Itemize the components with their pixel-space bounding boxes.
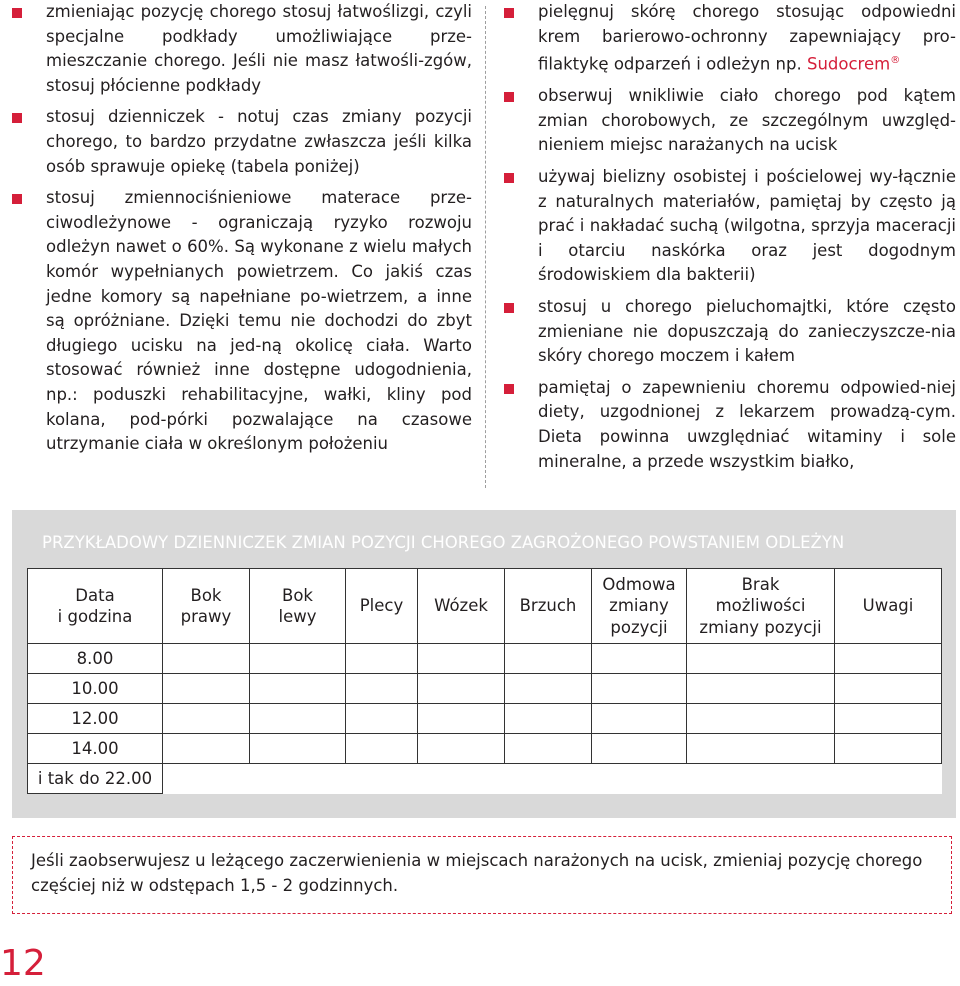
list-item [504, 376, 956, 474]
registered-mark: ® [890, 55, 901, 67]
log-cell[interactable] [592, 704, 687, 734]
list-item-text: obserwuj wnikliwie ciało chorego pod kątem zmian chorobowych, ze szczególnym uwzględ-nieniem miejsc narażanych na ucisk [538, 86, 956, 155]
time-cell: 12.00 [28, 704, 163, 734]
bullet-square-icon [504, 8, 514, 18]
list-item-text: zmieniając pozycję chorego stosuj łatwoślizgi, czyli specjalne podkłady umożliwiające prze-mieszczanie chorego. Jeśli nie masz łatwośli-zgów, stosuj płócienne podkłady [46, 2, 472, 95]
bullet-square-icon [12, 113, 22, 123]
bullet-square-icon [504, 303, 514, 313]
log-cell[interactable] [592, 734, 687, 764]
list-item [12, 0, 472, 98]
log-cell[interactable] [346, 644, 418, 674]
time-cell: i tak do 22.00 [28, 764, 163, 794]
log-cell[interactable] [505, 734, 592, 764]
table-header-row [28, 569, 942, 644]
list-item-text: używaj bielizny osobistej i pościelowej wy-łącznie z naturalnych materiałów, pamiętaj by często ją prać i nakładać suchą (wilgotna, sprzyja maceracji i otarciu naskórka oraz jest dogodnym środowiskiem dla bakterii) [538, 167, 956, 285]
position-log-panel [12, 510, 956, 818]
log-cell[interactable] [835, 704, 942, 734]
log-cell[interactable] [687, 674, 835, 704]
header-right-side: Bok prawy [163, 569, 250, 644]
log-cell[interactable] [346, 734, 418, 764]
table-title: PRZYKŁADOWY DZIENNICZEK ZMIAN POZYCJI CHOREGO ZAGROŻONEGO POWSTANIEM ODLEŻYN [42, 533, 845, 552]
bullet-square-icon [12, 194, 22, 204]
log-cell[interactable] [592, 674, 687, 704]
log-cell[interactable] [250, 674, 346, 704]
list-item-text: stosuj zmiennociśnieniowe materace prze-ciwodleżynowe - ograniczają ryzyko rozwoju odleżyn nawet o 60%. Są wykonane z wielu małych komór wypełnianych powietrzem. Co jakiś czas jedne komory są napełniane po-wietrzem, a inne są opróżniane. Dzięki temu nie dochodzi do zbyt długiego ucisku na jed-ną okolicę ciała. Warto stosować również inne dostępne udogodnienia, np.: poduszki rehabilitacyjne, wałki, kliny pod kolana, pod-pórki pozwalające na czasowe utrzymanie ciała w określonym położeniu [46, 188, 472, 454]
right-column [504, 0, 956, 481]
log-cell[interactable] [346, 704, 418, 734]
table-row [28, 644, 942, 674]
header-refusal: Odmowa zmiany pozycji [592, 569, 687, 644]
list-item [504, 295, 956, 369]
log-cell[interactable] [163, 674, 250, 704]
log-cell[interactable] [163, 704, 250, 734]
list-item [504, 84, 956, 158]
log-cell[interactable] [835, 644, 942, 674]
time-cell: 14.00 [28, 734, 163, 764]
log-cell[interactable] [418, 644, 505, 674]
list-item-text: stosuj u chorego pieluchomajtki, które często zmieniane nie dopuszczają do zanieczyszcze-nia skóry chorego moczem i kałem [538, 297, 956, 366]
brand-name: Sudocrem [806, 54, 891, 74]
bullet-square-icon [504, 384, 514, 394]
list-item-text: pamiętaj o zapewnieniu choremu odpowied-niej diety, uzgodnionej z lekarzem prowadzą-cym. Dieta powinna uwzględniać witaminy i sole mineralne, a przede wszystkim białko, [538, 377, 956, 471]
bullet-square-icon [504, 173, 514, 183]
log-cell[interactable] [346, 674, 418, 704]
log-cell[interactable] [687, 644, 835, 674]
time-cell: 8.00 [28, 644, 163, 674]
advice-note-text: Jeśli zaobserwujesz u leżącego zaczerwienienia w miejscach narażonych na ucisk, zmieniaj pozycję chorego częściej niż w odstępach 1,5 - 2 godzinnych. [31, 851, 923, 895]
header-no-possibility: Brak możliwości zmiany pozycji [687, 569, 835, 644]
list-item [504, 0, 956, 77]
advice-note [12, 836, 952, 914]
header-left-side: Bok lewy [250, 569, 346, 644]
log-cell[interactable] [592, 644, 687, 674]
log-cell[interactable] [505, 704, 592, 734]
log-cell[interactable] [250, 644, 346, 674]
log-cell[interactable] [418, 704, 505, 734]
header-notes: Uwagi [835, 569, 942, 644]
column-divider [485, 6, 486, 488]
log-cell[interactable] [687, 704, 835, 734]
time-cell: 10.00 [28, 674, 163, 704]
list-item-text: stosuj dzienniczek - notuj czas zmiany pozycji chorego, to bardzo przydatne zwłaszcza jeśli kilka osób sprawuje opiekę (tabela poniżej) [46, 107, 472, 176]
list-item [12, 105, 472, 179]
log-cell[interactable] [250, 734, 346, 764]
header-back: Plecy [346, 569, 418, 644]
empty-cell [163, 764, 250, 794]
header-date: Data i godzina [28, 569, 163, 644]
table-row [28, 674, 942, 704]
log-cell[interactable] [418, 734, 505, 764]
bullet-square-icon [504, 92, 514, 102]
table-row [28, 704, 942, 734]
log-cell[interactable] [418, 674, 505, 704]
log-cell[interactable] [505, 644, 592, 674]
header-stomach: Brzuch [505, 569, 592, 644]
log-cell[interactable] [835, 674, 942, 704]
table-row [28, 764, 942, 794]
position-log-table [27, 568, 942, 794]
left-column [12, 0, 472, 464]
page-number: 12 [0, 943, 46, 984]
table-row [28, 734, 942, 764]
log-cell[interactable] [505, 674, 592, 704]
header-wheelchair: Wózek [418, 569, 505, 644]
list-item-text: pielęgnuj skórę chorego stosując odpowiedni krem barierowo-ochronny zapewniający pro-filaktykę odparzeń i odleżyn np. [538, 2, 956, 74]
log-cell[interactable] [835, 734, 942, 764]
log-cell[interactable] [163, 734, 250, 764]
list-item [12, 186, 472, 457]
bullet-square-icon [12, 8, 22, 18]
list-item [504, 165, 956, 288]
log-cell[interactable] [250, 704, 346, 734]
log-cell[interactable] [687, 734, 835, 764]
log-cell[interactable] [163, 644, 250, 674]
